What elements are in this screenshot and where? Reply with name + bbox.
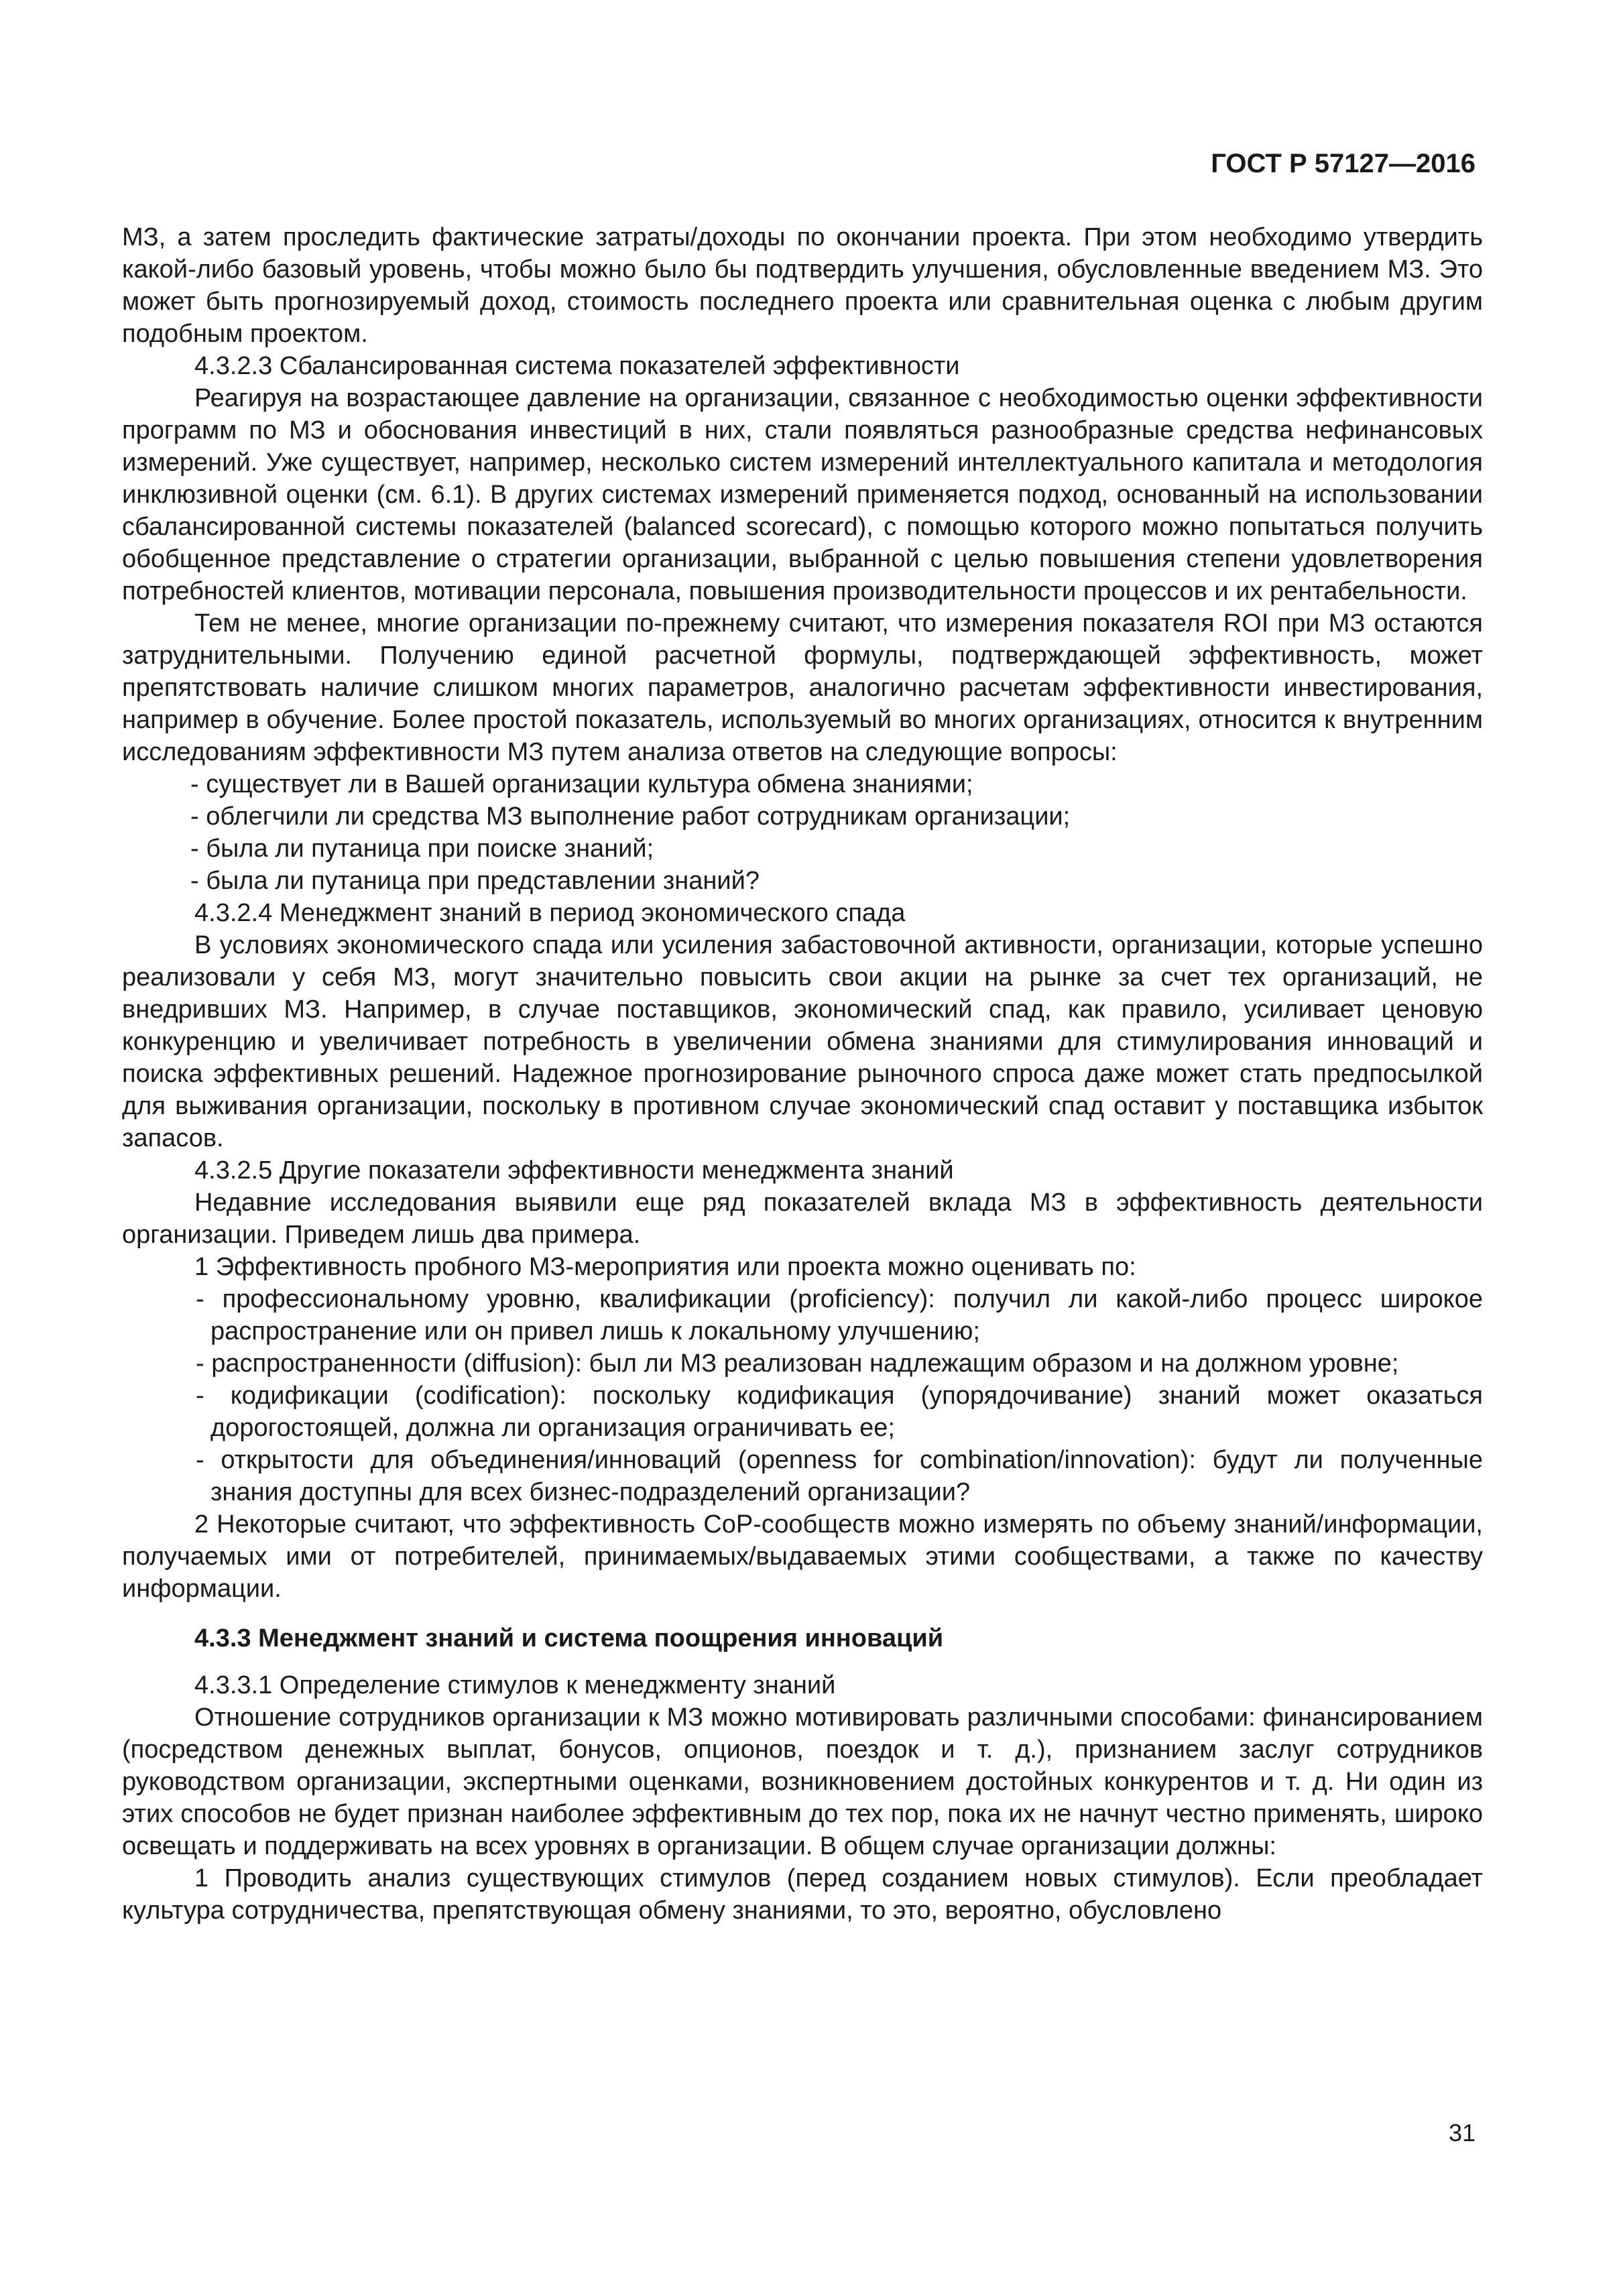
subsection-heading: 4.3.2.4 Менеджмент знаний в период экономического спада — [194, 899, 906, 927]
section-heading: 4.3.3 Менеджмент знаний и система поощрения инноваций — [194, 1624, 944, 1652]
paragraph: Реагируя на возрастающее давление на организации, связанное с необходимостью оценки эффективности программ по МЗ и обоснования инвестиций в них, стали появляться разнообразные средства нефинансовых измерений. Уже существует, например, несколько систем измерений интеллектуального капитала и методология инклюзивной оценки (см. 6.1). В других системах измерений применяется подход, основанный на использовании сбалансированной системы показателей (balanced scorecard), с помощью которого можно попытаться получить обобщенное представление о стратегии организации, выбранной с целью повышения степени удовлетворения потребностей клиентов, мотивации персонала, повышения производительности процессов и их рентабельности. — [122, 384, 1483, 605]
standard-header: ГОСТ Р 57127—2016 — [1211, 149, 1476, 178]
subsection-heading: 4.3.2.5 Другие показатели эффективности менеджмента знаний — [194, 1156, 954, 1185]
page-content — [122, 221, 1483, 1927]
list-item: - была ли путаница при представлении знаний? — [190, 867, 760, 895]
list-item: - кодификации (codification): поскольку кодификация (упорядочивание) знаний может оказаться дорогостоящей, должна ли организация ограничивать ее; — [196, 1382, 1483, 1442]
paragraph: В условиях экономического спада или усиления забастовочной активности, организации, которые успешно реализовали у себя МЗ, могут значительно повысить свои акции на рынке за счет тех организаций, не внедривших МЗ. Например, в случае поставщиков, экономический спад, как правило, усиливает ценовую конкуренцию и увеличивает потребность в увеличении обмена знаниями для стимулирования инноваций и поиска эффективных решений. Надежное прогнозирование рыночного спроса даже может стать предпосылкой для выживания организации, поскольку в противном случае экономический спад оставит у поставщика избыток запасов. — [122, 931, 1483, 1152]
paragraph: Отношение сотрудников организации к МЗ можно мотивировать различными способами: финансированием (посредством денежных выплат, бонусов, опционов, поездок и т. д.), признанием заслуг сотрудников руководством организации, экспертными оценками, возникновением достойных конкурентов и т. д. Ни один из этих способов не будет признан наиболее эффективным до тех пор, пока их не начнут честно применять, широко освещать и поддерживать на всех уровнях в организации. В общем случае организации должны: — [122, 1703, 1483, 1860]
numbered-item: 2 Некоторые считают, что эффективность CoP-сообществ можно измерять по объему знаний/информации, получаемых ими от потребителей, принимаемых/выдаваемых этими сообществами, а также по качеству информации. — [122, 1510, 1483, 1603]
list-item: - облегчили ли средства МЗ выполнение работ сотрудникам организации; — [190, 802, 1071, 831]
paragraph: МЗ, а затем проследить фактические затраты/доходы по окончании проекта. При этом необходимо утвердить какой-либо базовый уровень, чтобы можно было бы подтвердить улучшения, обусловленные введением МЗ. Это может быть прогнозируемый доход, стоимость последнего проекта или сравнительная оценка с любым другим подобным проектом. — [122, 223, 1483, 348]
list-item: - существует ли в Вашей организации культура обмена знаниями; — [190, 770, 973, 798]
numbered-item: 1 Эффективность пробного МЗ-мероприятия или проекта можно оценивать по: — [194, 1253, 1136, 1281]
paragraph: Тем не менее, многие организации по-прежнему считают, что измерения показателя ROI при МЗ остаются затруднительными. Получению единой расчетной формулы, подтверждающей эффективность, может препятствовать наличие слишком многих параметров, аналогично расчетам эффективности инвестирования, например в обучение. Более простой показатель, используемый во многих организациях, относится к внутренним исследованиям эффективности МЗ путем анализа ответов на следующие вопросы: — [122, 609, 1483, 766]
subsection-heading: 4.3.3.1 Определение стимулов к менеджменту знаний — [194, 1671, 836, 1699]
page-number: 31 — [1448, 2119, 1476, 2147]
list-item: - была ли путаница при поиске знаний; — [190, 835, 654, 863]
list-item: - профессиональному уровню, квалификации (proficiency): получил ли какой-либо процесс широкое распространение или он привел лишь к локальному улучшению; — [196, 1285, 1483, 1345]
subsection-heading: 4.3.2.3 Сбалансированная система показателей эффективности — [194, 352, 960, 380]
list-item: - распространенности (diffusion): был ли МЗ реализован надлежащим образом и на должном уровне; — [196, 1349, 1399, 1378]
numbered-item: 1 Проводить анализ существующих стимулов (перед созданием новых стимулов). Если преобладает культура сотрудничества, препятствующая обмену знаниями, то это, вероятно, обусловлено — [122, 1864, 1483, 1925]
paragraph: Недавние исследования выявили еще ряд показателей вклада МЗ в эффективность деятельности организации. Приведем лишь два примера. — [122, 1189, 1483, 1249]
list-item: - открытости для объединения/инноваций (openness for combination/innovation): будут ли полученные знания доступны для всех бизнес-подразделений организации? — [196, 1446, 1483, 1506]
